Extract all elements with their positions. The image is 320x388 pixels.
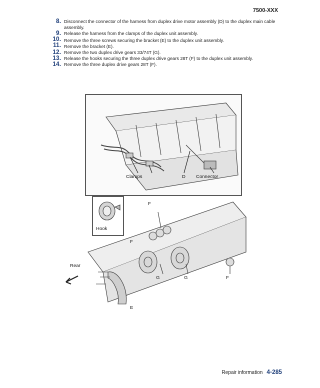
label-g-right: G [184,276,188,281]
label-f-top: F [148,202,151,207]
hook-inset [92,196,124,236]
figure-gears-bracket [48,192,248,322]
label-e: E [130,306,134,311]
step-text: Release the hooks securing the three duplex drive gears 28T (F) to the duplex unit assembly. [64,56,254,62]
step-text: Remove the two duplex drive gears 33/74T (G). [64,50,161,56]
step-8 [48,19,283,31]
label-rear: Rear [70,264,81,269]
procedure-steps [48,19,283,69]
step-text: Remove the three duplex drive gears 28T (F). [64,62,157,68]
step-number: 13. [52,55,61,62]
page-footer [222,370,282,376]
figure-harness-clamps [85,94,242,196]
step-number: 9. [55,30,61,37]
gears-illustration [48,192,248,322]
step-14 [48,62,283,68]
label-d: D [182,175,186,180]
step-number: 11. [52,43,61,50]
step-number: 8. [55,18,61,25]
label-connector: Connector [196,175,219,180]
model-number: 7500-XXX [252,8,278,14]
step-text: Remove the three screws securing the bracket (E) to the duplex unit assembly. [64,37,225,43]
label-hook: Hook [96,227,108,232]
hook-detail [93,197,123,227]
label-f-left: F [130,240,133,245]
step-number: 14. [52,61,61,68]
footer-section: Repair information [221,370,263,376]
step-number: 12. [52,49,61,56]
step-text: Remove the bracket (E). [64,43,114,49]
step-number: 10. [52,37,61,44]
step-text: Release the harness from the clamps of the duplex unit assembly. [64,31,198,37]
step-text: Disconnect the connector of the harness from duplex drive motor assembly (D) to the duplex main cable assembly. [64,19,276,31]
footer-page-number: 4-285 [266,370,282,376]
label-clamps: Clamps [126,175,143,180]
label-f-right: F [226,276,229,281]
label-g-left: G [156,276,160,281]
harness-illustration [86,95,241,195]
